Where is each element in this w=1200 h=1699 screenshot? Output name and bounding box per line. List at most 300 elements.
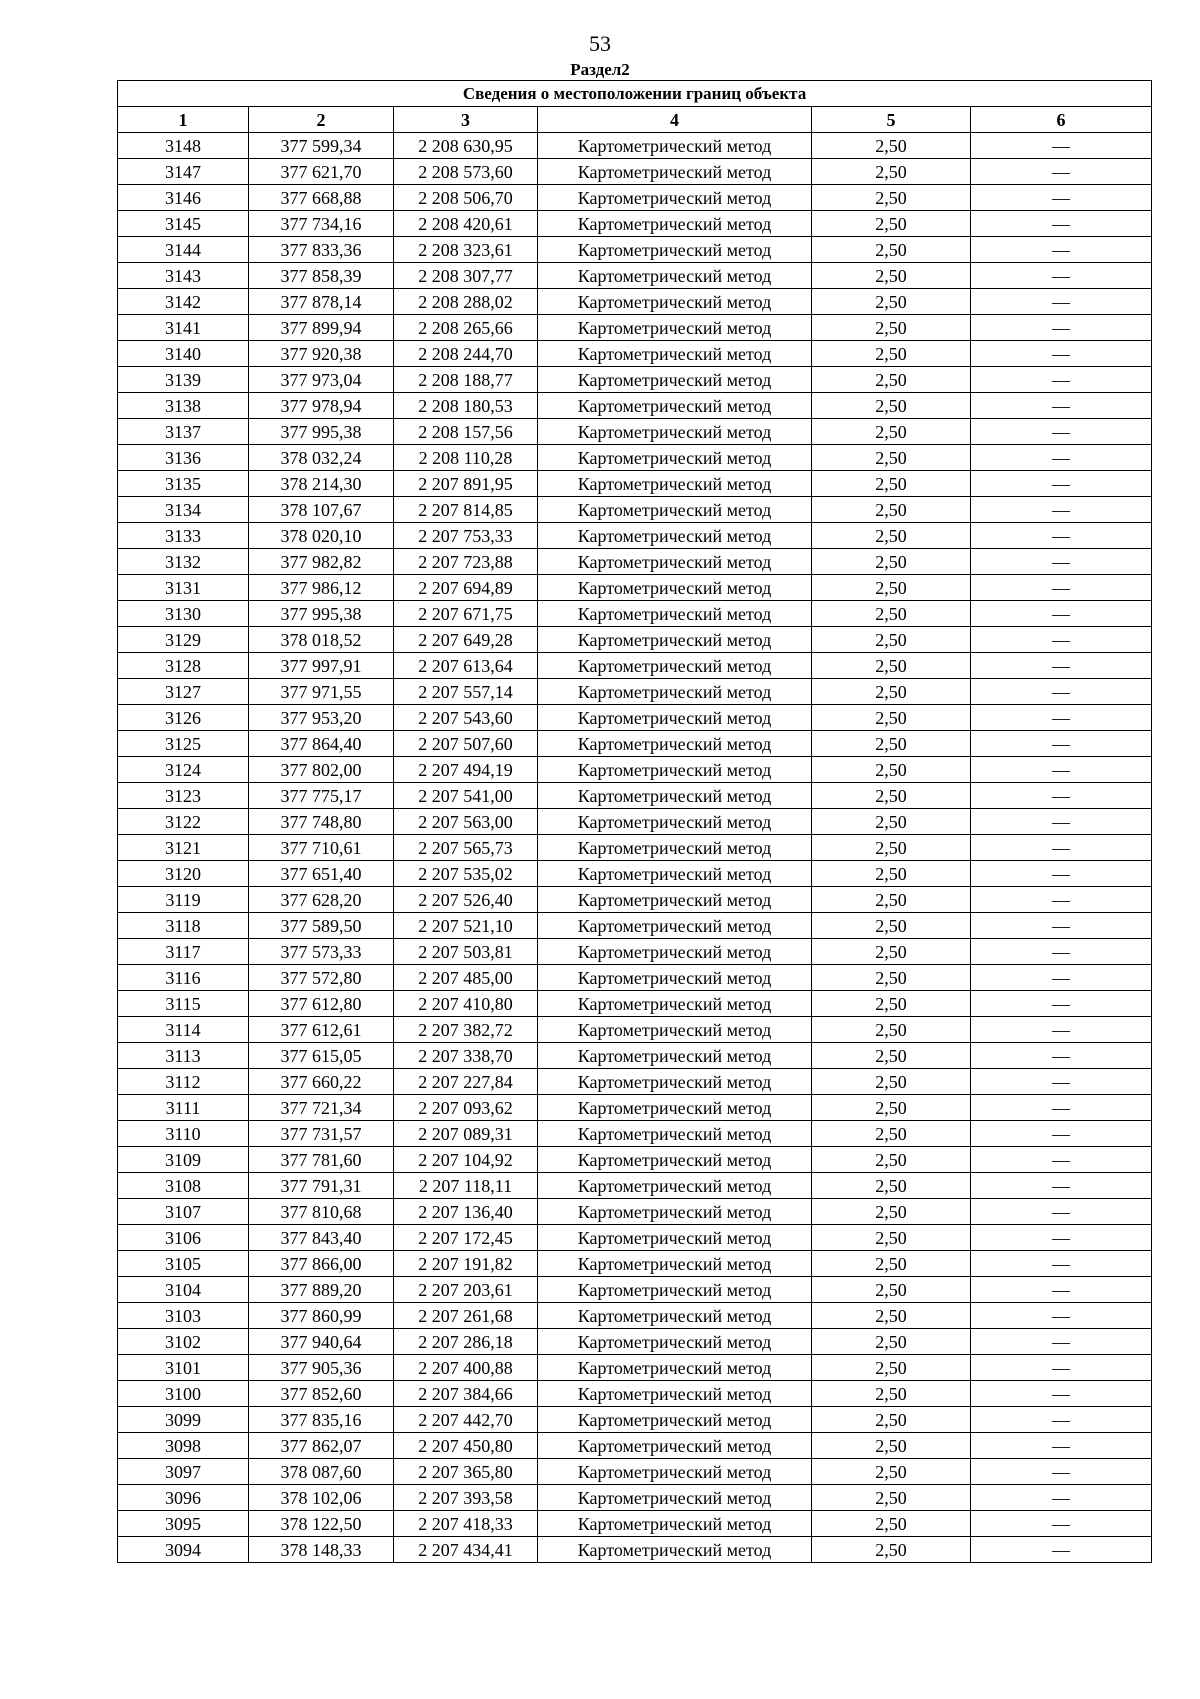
description-cell: — [971,1355,1152,1381]
x-coordinate-cell: 377 833,36 [249,237,394,263]
point-number-cell: 3126 [118,705,249,731]
point-number-cell: 3113 [118,1043,249,1069]
y-coordinate-cell: 2 207 261,68 [394,1303,538,1329]
description-cell: — [971,1537,1152,1563]
precision-cell: 2,50 [812,1485,971,1511]
table-caption: Сведения о местоположении границ объекта [118,81,1152,107]
description-cell: — [971,1147,1152,1173]
y-coordinate-cell: 2 207 384,66 [394,1381,538,1407]
x-coordinate-cell: 377 748,80 [249,809,394,835]
method-cell: Картометрический метод [538,133,812,159]
x-coordinate-cell: 377 573,33 [249,939,394,965]
precision-cell: 2,50 [812,393,971,419]
point-number-cell: 3117 [118,939,249,965]
description-cell: — [971,523,1152,549]
table-row [118,393,1152,419]
x-coordinate-cell: 377 940,64 [249,1329,394,1355]
y-coordinate-cell: 2 207 118,11 [394,1173,538,1199]
column-header: 1 [118,107,249,133]
table-row [118,133,1152,159]
table-row [118,1017,1152,1043]
point-number-cell: 3124 [118,757,249,783]
point-number-cell: 3132 [118,549,249,575]
y-coordinate-cell: 2 208 180,53 [394,393,538,419]
table-row [118,1329,1152,1355]
table-row [118,1251,1152,1277]
method-cell: Картометрический метод [538,809,812,835]
precision-cell: 2,50 [812,991,971,1017]
y-coordinate-cell: 2 208 188,77 [394,367,538,393]
table-row [118,1511,1152,1537]
precision-cell: 2,50 [812,575,971,601]
description-cell: — [971,1433,1152,1459]
precision-cell: 2,50 [812,757,971,783]
method-cell: Картометрический метод [538,965,812,991]
y-coordinate-cell: 2 207 203,61 [394,1277,538,1303]
point-number-cell: 3114 [118,1017,249,1043]
x-coordinate-cell: 377 905,36 [249,1355,394,1381]
x-coordinate-cell: 377 621,70 [249,159,394,185]
x-coordinate-cell: 378 122,50 [249,1511,394,1537]
x-coordinate-cell: 377 802,00 [249,757,394,783]
method-cell: Картометрический метод [538,1277,812,1303]
precision-cell: 2,50 [812,419,971,445]
description-cell: — [971,731,1152,757]
x-coordinate-cell: 377 852,60 [249,1381,394,1407]
table-row [118,1147,1152,1173]
table-row [118,159,1152,185]
y-coordinate-cell: 2 207 649,28 [394,627,538,653]
point-number-cell: 3103 [118,1303,249,1329]
column-header: 5 [812,107,971,133]
point-number-cell: 3129 [118,627,249,653]
method-cell: Картометрический метод [538,1329,812,1355]
y-coordinate-cell: 2 207 753,33 [394,523,538,549]
x-coordinate-cell: 377 810,68 [249,1199,394,1225]
y-coordinate-cell: 2 207 543,60 [394,705,538,731]
y-coordinate-cell: 2 207 563,00 [394,809,538,835]
point-number-cell: 3137 [118,419,249,445]
method-cell: Картометрический метод [538,731,812,757]
description-cell: — [971,783,1152,809]
precision-cell: 2,50 [812,913,971,939]
method-cell: Картометрический метод [538,341,812,367]
x-coordinate-cell: 377 731,57 [249,1121,394,1147]
precision-cell: 2,50 [812,1459,971,1485]
y-coordinate-cell: 2 207 507,60 [394,731,538,757]
description-cell: — [971,419,1152,445]
point-number-cell: 3106 [118,1225,249,1251]
description-cell: — [971,1017,1152,1043]
y-coordinate-cell: 2 208 323,61 [394,237,538,263]
y-coordinate-cell: 2 208 265,66 [394,315,538,341]
precision-cell: 2,50 [812,549,971,575]
x-coordinate-cell: 377 599,34 [249,133,394,159]
y-coordinate-cell: 2 207 450,80 [394,1433,538,1459]
precision-cell: 2,50 [812,445,971,471]
method-cell: Картометрический метод [538,419,812,445]
point-number-cell: 3146 [118,185,249,211]
description-cell: — [971,1251,1152,1277]
method-cell: Картометрический метод [538,159,812,185]
precision-cell: 2,50 [812,1095,971,1121]
table-row [118,549,1152,575]
table-row [118,1355,1152,1381]
y-coordinate-cell: 2 207 565,73 [394,835,538,861]
x-coordinate-cell: 377 734,16 [249,211,394,237]
x-coordinate-cell: 377 628,20 [249,887,394,913]
y-coordinate-cell: 2 208 157,56 [394,419,538,445]
table-row [118,263,1152,289]
description-cell: — [971,211,1152,237]
method-cell: Картометрический метод [538,1381,812,1407]
table-row [118,445,1152,471]
precision-cell: 2,50 [812,497,971,523]
y-coordinate-cell: 2 208 573,60 [394,159,538,185]
table-row [118,1459,1152,1485]
method-cell: Картометрический метод [538,679,812,705]
y-coordinate-cell: 2 207 338,70 [394,1043,538,1069]
precision-cell: 2,50 [812,965,971,991]
y-coordinate-cell: 2 207 494,19 [394,757,538,783]
precision-cell: 2,50 [812,1121,971,1147]
table-row [118,1173,1152,1199]
y-coordinate-cell: 2 208 288,02 [394,289,538,315]
point-number-cell: 3148 [118,133,249,159]
table-body [118,133,1152,1563]
precision-cell: 2,50 [812,835,971,861]
x-coordinate-cell: 377 615,05 [249,1043,394,1069]
y-coordinate-cell: 2 207 694,89 [394,575,538,601]
method-cell: Картометрический метод [538,913,812,939]
y-coordinate-cell: 2 207 503,81 [394,939,538,965]
y-coordinate-cell: 2 208 506,70 [394,185,538,211]
table-row [118,1225,1152,1251]
method-cell: Картометрический метод [538,1355,812,1381]
x-coordinate-cell: 377 791,31 [249,1173,394,1199]
y-coordinate-cell: 2 207 434,41 [394,1537,538,1563]
precision-cell: 2,50 [812,315,971,341]
description-cell: — [971,1173,1152,1199]
point-number-cell: 3098 [118,1433,249,1459]
x-coordinate-cell: 377 878,14 [249,289,394,315]
method-cell: Картометрический метод [538,263,812,289]
method-cell: Картометрический метод [538,211,812,237]
method-cell: Картометрический метод [538,1017,812,1043]
description-cell: — [971,1303,1152,1329]
description-cell: — [971,861,1152,887]
table-row [118,783,1152,809]
precision-cell: 2,50 [812,1251,971,1277]
x-coordinate-cell: 377 862,07 [249,1433,394,1459]
method-cell: Картометрический метод [538,835,812,861]
table-row [118,965,1152,991]
precision-cell: 2,50 [812,1537,971,1563]
point-number-cell: 3143 [118,263,249,289]
point-number-cell: 3102 [118,1329,249,1355]
method-cell: Картометрический метод [538,523,812,549]
x-coordinate-cell: 378 018,52 [249,627,394,653]
point-number-cell: 3121 [118,835,249,861]
precision-cell: 2,50 [812,1277,971,1303]
x-coordinate-cell: 377 572,80 [249,965,394,991]
precision-cell: 2,50 [812,679,971,705]
method-cell: Картометрический метод [538,445,812,471]
point-number-cell: 3142 [118,289,249,315]
method-cell: Картометрический метод [538,653,812,679]
table-row [118,471,1152,497]
description-cell: — [971,627,1152,653]
point-number-cell: 3122 [118,809,249,835]
point-number-cell: 3112 [118,1069,249,1095]
point-number-cell: 3127 [118,679,249,705]
method-cell: Картометрический метод [538,1537,812,1563]
description-cell: — [971,497,1152,523]
y-coordinate-cell: 2 207 382,72 [394,1017,538,1043]
precision-cell: 2,50 [812,1069,971,1095]
table-row [118,731,1152,757]
precision-cell: 2,50 [812,861,971,887]
x-coordinate-cell: 378 214,30 [249,471,394,497]
description-cell: — [971,471,1152,497]
table-row [118,1095,1152,1121]
precision-cell: 2,50 [812,731,971,757]
point-number-cell: 3144 [118,237,249,263]
precision-cell: 2,50 [812,1303,971,1329]
table-row [118,1199,1152,1225]
point-number-cell: 3131 [118,575,249,601]
section-title: Раздел2 [570,60,630,79]
method-cell: Картометрический метод [538,237,812,263]
method-cell: Картометрический метод [538,1199,812,1225]
y-coordinate-cell: 2 207 410,80 [394,991,538,1017]
x-coordinate-cell: 377 589,50 [249,913,394,939]
precision-cell: 2,50 [812,289,971,315]
precision-cell: 2,50 [812,887,971,913]
x-coordinate-cell: 377 982,82 [249,549,394,575]
column-header: 6 [971,107,1152,133]
point-number-cell: 3105 [118,1251,249,1277]
y-coordinate-cell: 2 207 557,14 [394,679,538,705]
table-row [118,289,1152,315]
description-cell: — [971,1511,1152,1537]
point-number-cell: 3136 [118,445,249,471]
description-cell: — [971,393,1152,419]
table-caption-row [118,81,1152,107]
point-number-cell: 3101 [118,1355,249,1381]
table-row [118,1407,1152,1433]
table-row [118,341,1152,367]
precision-cell: 2,50 [812,1407,971,1433]
point-number-cell: 3107 [118,1199,249,1225]
x-coordinate-cell: 378 148,33 [249,1537,394,1563]
method-cell: Картометрический метод [538,627,812,653]
method-cell: Картометрический метод [538,757,812,783]
description-cell: — [971,1121,1152,1147]
table-row [118,1121,1152,1147]
precision-cell: 2,50 [812,601,971,627]
y-coordinate-cell: 2 207 136,40 [394,1199,538,1225]
point-number-cell: 3115 [118,991,249,1017]
point-number-cell: 3139 [118,367,249,393]
point-number-cell: 3145 [118,211,249,237]
y-coordinate-cell: 2 207 535,02 [394,861,538,887]
x-coordinate-cell: 378 107,67 [249,497,394,523]
table-row [118,991,1152,1017]
x-coordinate-cell: 377 953,20 [249,705,394,731]
precision-cell: 2,50 [812,367,971,393]
method-cell: Картометрический метод [538,497,812,523]
method-cell: Картометрический метод [538,601,812,627]
point-number-cell: 3111 [118,1095,249,1121]
point-number-cell: 3116 [118,965,249,991]
y-coordinate-cell: 2 207 400,88 [394,1355,538,1381]
precision-cell: 2,50 [812,705,971,731]
point-number-cell: 3125 [118,731,249,757]
precision-cell: 2,50 [812,211,971,237]
point-number-cell: 3118 [118,913,249,939]
table-row [118,237,1152,263]
y-coordinate-cell: 2 207 891,95 [394,471,538,497]
table-row [118,887,1152,913]
y-coordinate-cell: 2 207 089,31 [394,1121,538,1147]
precision-cell: 2,50 [812,1017,971,1043]
method-cell: Картометрический метод [538,783,812,809]
method-cell: Картометрический метод [538,1433,812,1459]
point-number-cell: 3140 [118,341,249,367]
x-coordinate-cell: 377 860,99 [249,1303,394,1329]
x-coordinate-cell: 377 973,04 [249,367,394,393]
x-coordinate-cell: 377 651,40 [249,861,394,887]
method-cell: Картометрический метод [538,393,812,419]
table-row [118,705,1152,731]
table-row [118,367,1152,393]
method-cell: Картометрический метод [538,575,812,601]
description-cell: — [971,367,1152,393]
precision-cell: 2,50 [812,1433,971,1459]
description-cell: — [971,315,1152,341]
description-cell: — [971,185,1152,211]
precision-cell: 2,50 [812,263,971,289]
y-coordinate-cell: 2 207 521,10 [394,913,538,939]
point-number-cell: 3095 [118,1511,249,1537]
x-coordinate-cell: 377 920,38 [249,341,394,367]
y-coordinate-cell: 2 207 814,85 [394,497,538,523]
precision-cell: 2,50 [812,1173,971,1199]
y-coordinate-cell: 2 207 365,80 [394,1459,538,1485]
table-header-row [118,107,1152,133]
precision-cell: 2,50 [812,1355,971,1381]
method-cell: Картометрический метод [538,1511,812,1537]
point-number-cell: 3109 [118,1147,249,1173]
point-number-cell: 3134 [118,497,249,523]
point-number-cell: 3141 [118,315,249,341]
method-cell: Картометрический метод [538,471,812,497]
precision-cell: 2,50 [812,523,971,549]
method-cell: Картометрический метод [538,1485,812,1511]
x-coordinate-cell: 377 858,39 [249,263,394,289]
description-cell: — [971,1485,1152,1511]
y-coordinate-cell: 2 208 630,95 [394,133,538,159]
method-cell: Картометрический метод [538,1069,812,1095]
description-cell: — [971,1329,1152,1355]
description-cell: — [971,705,1152,731]
y-coordinate-cell: 2 207 485,00 [394,965,538,991]
x-coordinate-cell: 377 660,22 [249,1069,394,1095]
precision-cell: 2,50 [812,1225,971,1251]
column-header: 3 [394,107,538,133]
method-cell: Картометрический метод [538,1147,812,1173]
method-cell: Картометрический метод [538,887,812,913]
description-cell: — [971,237,1152,263]
coordinates-table [117,80,1152,1563]
description-cell: — [971,1277,1152,1303]
table-row [118,1069,1152,1095]
precision-cell: 2,50 [812,1381,971,1407]
table-row [118,757,1152,783]
point-number-cell: 3108 [118,1173,249,1199]
y-coordinate-cell: 2 207 723,88 [394,549,538,575]
point-number-cell: 3097 [118,1459,249,1485]
point-number-cell: 3135 [118,471,249,497]
description-cell: — [971,1199,1152,1225]
x-coordinate-cell: 377 612,61 [249,1017,394,1043]
x-coordinate-cell: 378 032,24 [249,445,394,471]
description-cell: — [971,835,1152,861]
table-row [118,211,1152,237]
description-cell: — [971,1381,1152,1407]
description-cell: — [971,1225,1152,1251]
point-number-cell: 3133 [118,523,249,549]
description-cell: — [971,653,1152,679]
method-cell: Картометрический метод [538,939,812,965]
point-number-cell: 3147 [118,159,249,185]
table-row [118,939,1152,965]
point-number-cell: 3100 [118,1381,249,1407]
method-cell: Картометрический метод [538,1225,812,1251]
description-cell: — [971,601,1152,627]
description-cell: — [971,679,1152,705]
table-row [118,575,1152,601]
method-cell: Картометрический метод [538,185,812,211]
y-coordinate-cell: 2 207 671,75 [394,601,538,627]
x-coordinate-cell: 377 843,40 [249,1225,394,1251]
method-cell: Картометрический метод [538,1303,812,1329]
method-cell: Картометрический метод [538,1459,812,1485]
point-number-cell: 3138 [118,393,249,419]
y-coordinate-cell: 2 207 286,18 [394,1329,538,1355]
x-coordinate-cell: 377 986,12 [249,575,394,601]
description-cell: — [971,887,1152,913]
method-cell: Картометрический метод [538,549,812,575]
method-cell: Картометрический метод [538,705,812,731]
table-row [118,1433,1152,1459]
precision-cell: 2,50 [812,1199,971,1225]
y-coordinate-cell: 2 207 104,92 [394,1147,538,1173]
method-cell: Картометрический метод [538,1043,812,1069]
table-row [118,1043,1152,1069]
description-cell: — [971,159,1152,185]
description-cell: — [971,133,1152,159]
precision-cell: 2,50 [812,471,971,497]
precision-cell: 2,50 [812,653,971,679]
x-coordinate-cell: 377 971,55 [249,679,394,705]
point-number-cell: 3099 [118,1407,249,1433]
table-row [118,835,1152,861]
y-coordinate-cell: 2 207 172,45 [394,1225,538,1251]
y-coordinate-cell: 2 207 541,00 [394,783,538,809]
table-row [118,1537,1152,1563]
